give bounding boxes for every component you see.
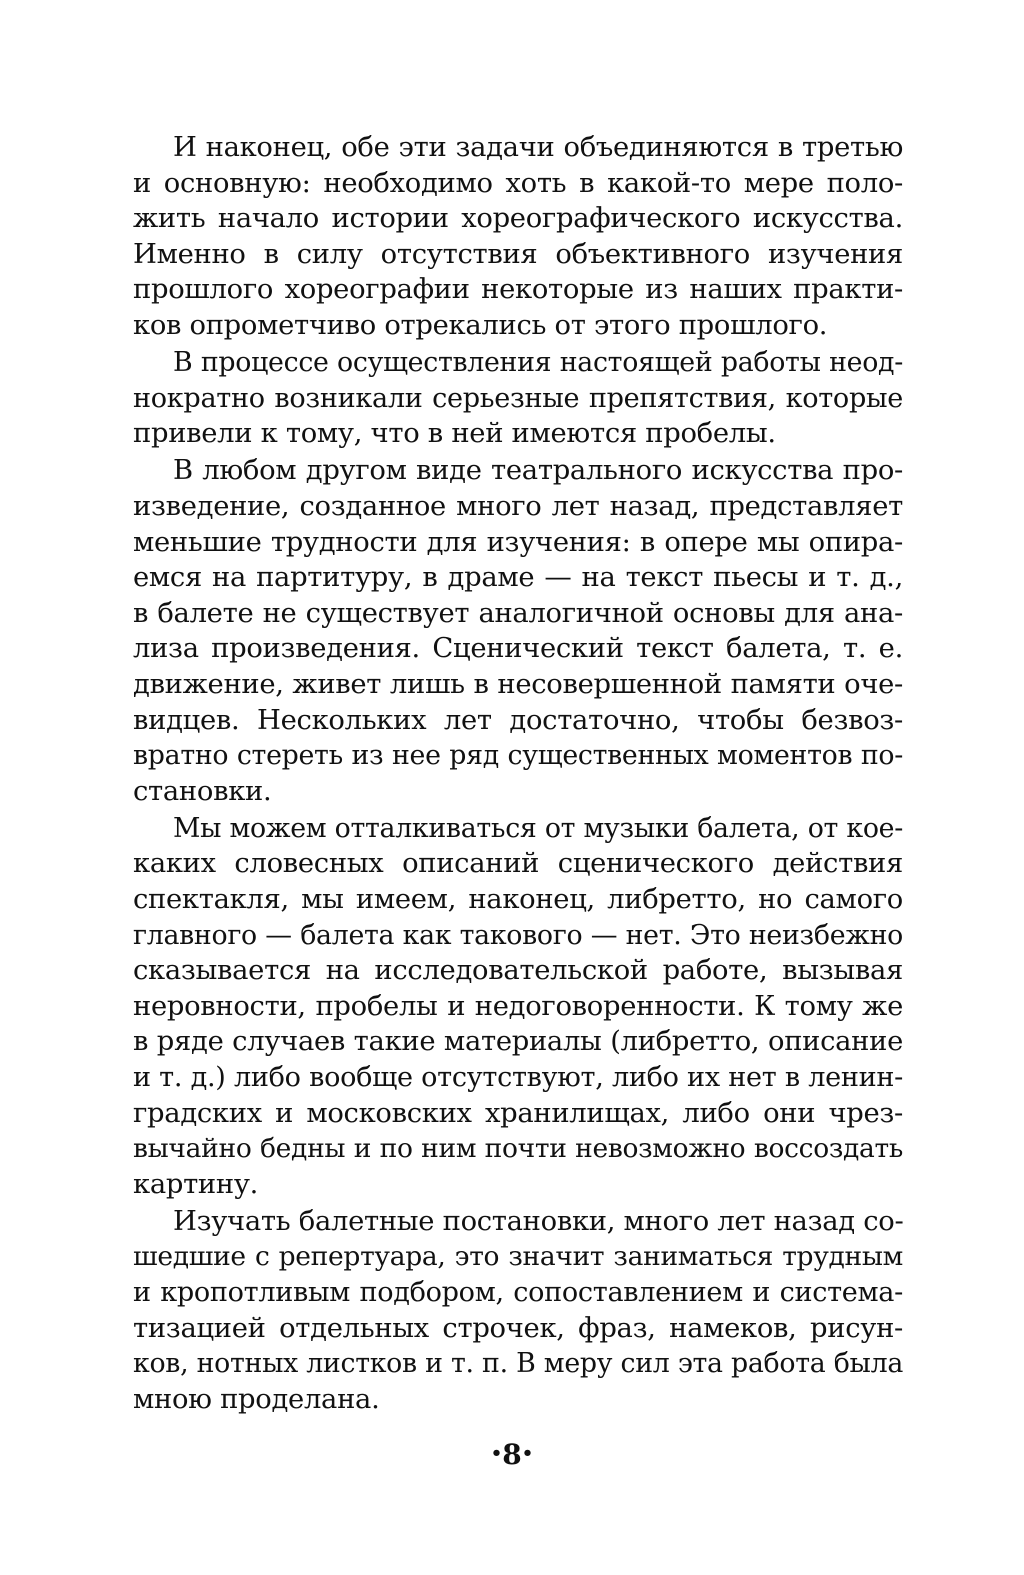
text-line: неровности, пробелы и недоговоренности. К тому же [133, 990, 903, 1022]
text-line: ков опрометчиво отрекались от этого прошлого. [133, 309, 828, 341]
paragraph [133, 345, 903, 452]
text-line: вратно стереть из нее ряд существенных моментов по- [133, 740, 903, 772]
text-line: в балете не существует аналогичной основы для ана- [133, 597, 903, 629]
text-line: и кропотливым подбором, сопоставлением и система- [133, 1277, 903, 1308]
text-line: И наконец, обе эти задачи объединяются в третью [173, 132, 903, 163]
text-line: вычайно бедны и по ним почти невозможно воссоздать [133, 1133, 903, 1165]
page-number-value: 8 [502, 1438, 522, 1471]
text-line: В процессе осуществления настоящей работы неод- [173, 347, 903, 379]
paragraph [133, 1204, 903, 1418]
text-line: привели к тому, что в ней имеются пробелы. [133, 418, 776, 450]
paragraph [133, 453, 903, 809]
text-line: видцев. Нескольких лет достаточно, чтобы безвоз- [133, 704, 903, 736]
text-line: Мы можем отталкиваться от музыки балета, от кое- [173, 812, 903, 844]
text-line: каких словесных описаний сценического действия [133, 848, 903, 880]
text-line: жить начало истории хореографического искусства. [133, 203, 903, 235]
page-body [133, 130, 903, 1419]
text-line: и т. д.) либо вообще отсутствуют, либо их нет в ленин- [133, 1061, 903, 1093]
text-line: мною проделана. [133, 1383, 380, 1415]
text-line: Именно в силу отсутствия объективного изучения [133, 238, 903, 270]
text-line: становки. [133, 775, 272, 807]
text-line: главного — балета как такового — нет. Это неизбежно [133, 919, 903, 951]
text-line: Изучать балетные постановки, много лет назад со- [173, 1205, 904, 1237]
paragraph [133, 811, 903, 1203]
text-line: шедшие с репертуара, это значит заниматься трудным [133, 1241, 903, 1273]
paragraph [133, 130, 903, 344]
text-line: в ряде случаев такие материалы (либретто, описание [133, 1026, 903, 1058]
page-number-dot-right: • [521, 1443, 534, 1464]
text-line: картину. [133, 1168, 259, 1200]
text-line: сказывается на исследовательской работе, вызывая [133, 955, 903, 987]
page-number-dot-left: • [490, 1443, 503, 1464]
text-line: лиза произведения. Сценический текст балета, т. е. [133, 633, 903, 665]
page-number [0, 1438, 1024, 1471]
text-line: градских и московских хранилищах, либо они чрез- [133, 1097, 903, 1129]
text-line: и основную: необходимо хоть в какой-то мере поло- [133, 167, 903, 199]
text-line: прошлого хореографии некоторые из наших практи- [133, 274, 903, 306]
text-line: ков, нотных листков и т. п. В меру сил эта работа была [133, 1348, 903, 1380]
text-line: спектакля, мы имеем, наконец, либретто, но самого [133, 883, 903, 915]
text-line: емся на партитуру, в драме — на текст пьесы и т. д., [133, 562, 903, 594]
text-line: нократно возникали серьезные препятствия, которые [133, 382, 903, 414]
text-line: тизацией отдельных строчек, фраз, намеков, рисун- [133, 1312, 903, 1344]
text-line: изведение, созданное много лет назад, представляет [133, 490, 903, 522]
text-line: меньшие трудности для изучения: в опере мы опира- [133, 526, 903, 558]
text-line: В любом другом виде театрального искусства про- [173, 455, 903, 487]
text-line: движение, живет лишь в несовершенной памяти оче- [133, 668, 903, 700]
